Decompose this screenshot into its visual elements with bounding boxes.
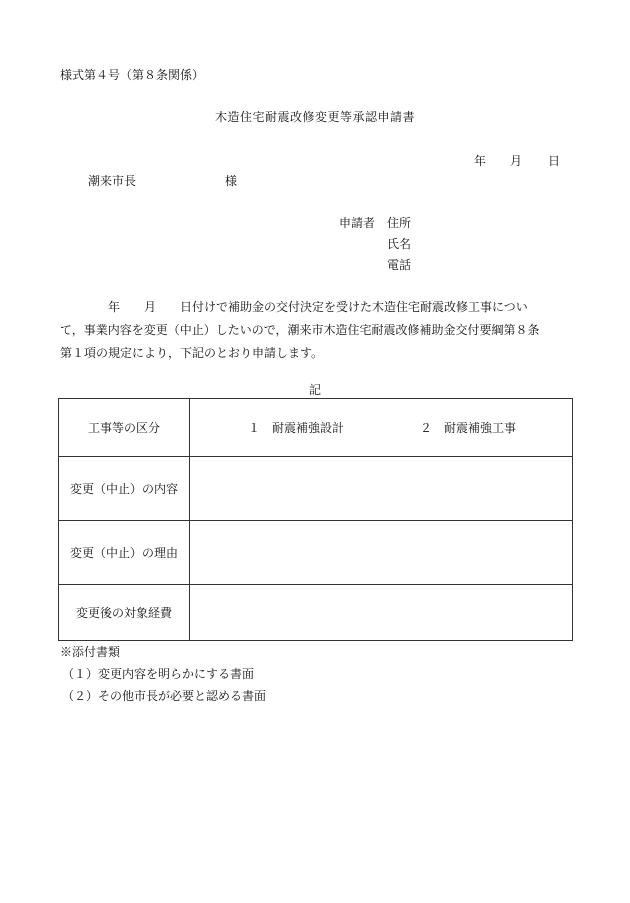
date-day: 日 [548, 154, 561, 168]
applicant-label: 申請者 [339, 216, 376, 230]
table-row [59, 457, 573, 521]
table-row [59, 399, 573, 457]
change-content-field[interactable] [190, 457, 573, 521]
category-choices [190, 399, 573, 457]
body-line-3: 第１項の規定により，下記のとおり申請します。 [60, 346, 324, 360]
application-body [60, 296, 580, 365]
date-line [474, 152, 560, 169]
row-label-change-content: 変更（中止）の内容 [59, 457, 190, 521]
change-reason-field[interactable] [190, 521, 573, 585]
attachment-item: （２）その他市長が必要と認める書面 [62, 689, 267, 703]
attachments-title: ※添付書類 [60, 645, 121, 659]
target-cost-field[interactable] [190, 585, 573, 641]
row-label-change-reason: 変更（中止）の理由 [59, 521, 190, 585]
choice-seismic-design: １ 耐震補強設計 [248, 421, 345, 435]
applicant-phone-label: 電話 [387, 258, 412, 272]
table-row [59, 521, 573, 585]
date-month: 月 [510, 154, 523, 168]
body-line-2: て，事業内容を変更（中止）したいので，潮来市木造住宅耐震改修補助金交付要綱第８条 [60, 323, 540, 337]
row-label-category: 工事等の区分 [59, 399, 190, 457]
application-table [58, 398, 573, 641]
body-line-1: 年 月 日付けで補助金の交付決定を受けた木造住宅耐震改修工事につい [60, 300, 528, 314]
ki-heading: 記 [308, 383, 321, 397]
addressee-name: 潮来市長 [88, 174, 137, 188]
attachment-item: （１）変更内容を明らかにする書面 [62, 667, 255, 681]
addressee-honorific: 様 [225, 174, 238, 188]
date-year: 年 [474, 154, 487, 168]
document-title: 木造住宅耐震改修変更等承認申請書 [214, 110, 415, 124]
table-row [59, 585, 573, 641]
applicant-address-label: 住所 [387, 216, 412, 230]
applicant-name-label: 氏名 [387, 237, 412, 251]
row-label-target-cost: 変更後の対象経費 [59, 585, 190, 641]
form-number: 様式第４号（第８条関係） [60, 68, 205, 82]
choice-seismic-work: ２ 耐震補強工事 [420, 421, 517, 435]
